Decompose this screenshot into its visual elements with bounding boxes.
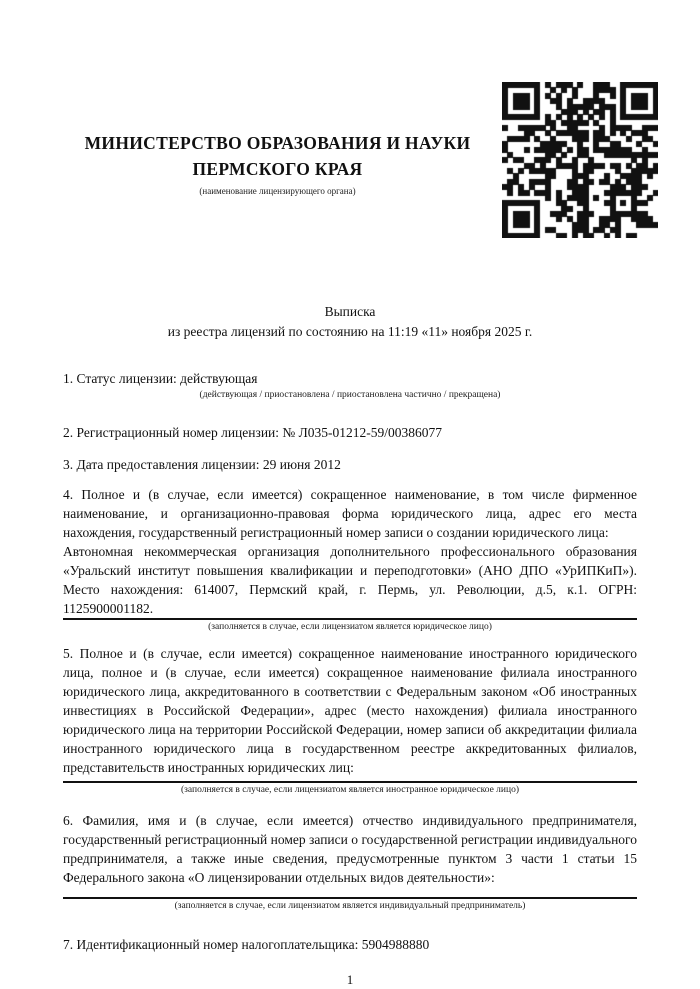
document-title [63,302,637,342]
document-title-line1: Выписка [324,304,376,319]
individual-entrepreneur-label: 6. Фамилия, имя и (в случае, если имеется) отчество индивидуального предпринимателя, государственный регистрационный номер записи о государственной регистрации индивидуального предпринимателя, а также иные сведения, предусмотренные пунктом 3 части 1 статьи 15 Федерального закона «О лицензировании отдельных видов деятельности»: [63,813,637,885]
license-status-options-caption: (действующая / приостановлена / приостановлена частично / прекращена) [199,390,501,400]
legal-entity-section [63,485,637,634]
document-title-line2: из реестра лицензий по состоянию на 11:19 «11» ноября 2025 г. [167,324,533,339]
taxpayer-inn-line: 7. Идентификационный номер налогоплательщика: 5904988880 [63,937,430,952]
ministry-name-line1: МИНИСТЕРСТВО ОБРАЗОВАНИЯ И НАУКИ [84,133,471,153]
foreign-entity-caption: (заполняется в случае, если лицензиатом является иностранное юридическое лицо) [181,785,519,795]
legal-entity-value: Автономная некоммерческая организация дополнительного профессионального образования «Уральский институт повышения квалификации и переподготовки» (АНО ДПО «УрИПКиП»). Место нахождения: 614007, Пермский край, г. Пермь, ул. Революции, д.5, к.1. ОГРН: 1125900001182. [63,544,637,616]
license-grant-date-line: 3. Дата предоставления лицензии: 29 июня 2012 [63,457,341,472]
page-number: 1 [346,972,354,987]
ministry-name-line2: ПЕРМСКОГО КРАЯ [192,159,363,179]
legal-entity-caption: (заполняется в случае, если лицензиатом является юридическое лицо) [208,622,492,632]
license-status-line: 1. Статус лицензии: действующая [63,371,258,386]
document-body [63,0,637,989]
foreign-entity-label: 5. Полное и (в случае, если имеется) сокращенное наименование иностранного юридического лица, полное и (в случае, если имеется) сокращенное наименование филиала иностранного юридического лица, аккредитованного в соответствии с Федеральным законом «Об иностранных инвестициях в Российской Федерации», адрес (место нахождения) филиала иностранного юридического лица на территории Российской Федерации, номер записи об аккредитации филиала иностранного юридического лица в государственном реестре аккредитованных филиалов, представительств иностранных юридических лиц: [63,646,637,775]
foreign-entity-section [63,644,637,797]
licensing-authority-caption: (наименование лицензирующего органа) [199,186,356,196]
individual-entrepreneur-section [63,811,637,913]
individual-entrepreneur-caption: (заполняется в случае, если лицензиатом является индивидуальный предприниматель) [174,901,526,911]
license-reg-number-line: 2. Регистрационный номер лицензии: № Л035-01212-59/00386077 [63,425,443,440]
legal-entity-label: 4. Полное и (в случае, если имеется) сокращенное наименование, в том числе фирменное наименование, и организационно-правовая форма юридического лица, адрес его места нахождения, государственный регистрационный номер записи о создании юридического лица: [63,487,637,540]
